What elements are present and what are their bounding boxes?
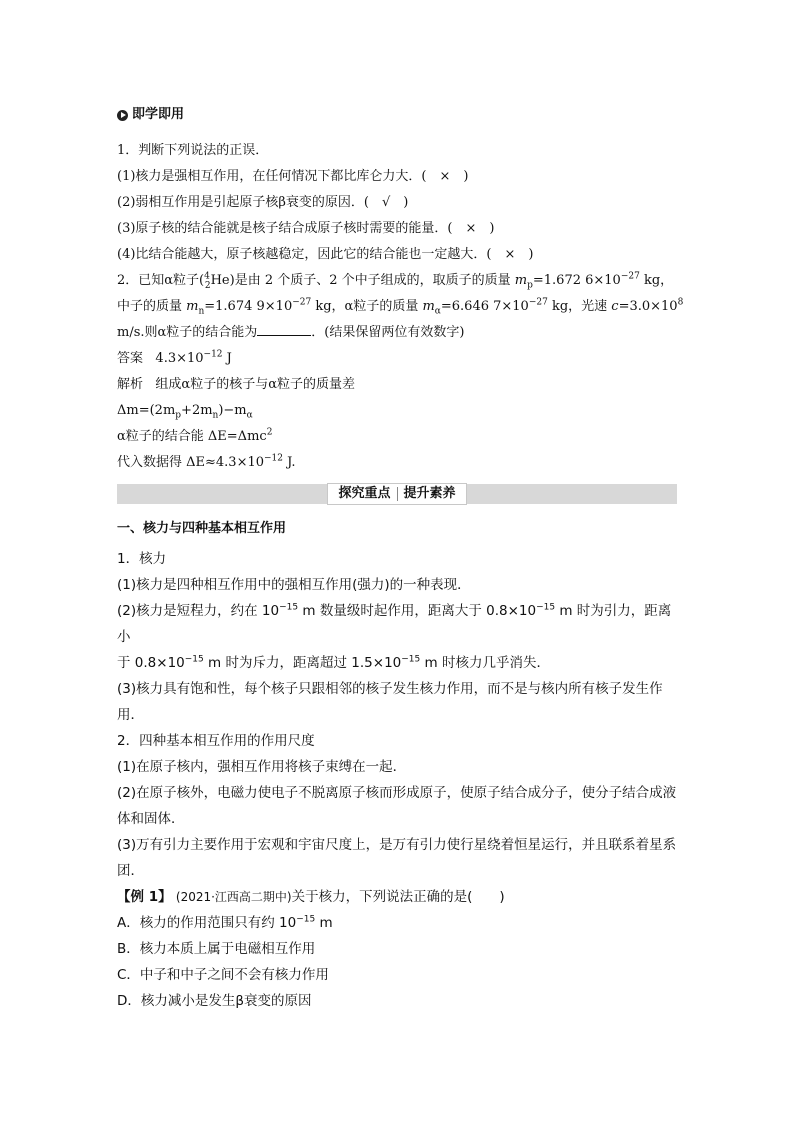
banner-left-label: 探究重点 <box>338 486 391 501</box>
question-stem: 1．判断下列说法的正误． <box>117 143 269 158</box>
judge-item-2: (2)弱相互作用是引起原子核β衰变的原因．( √ ) <box>117 195 409 210</box>
section-banner <box>117 484 677 504</box>
equation-3: 代入数据得 $\Delta E\approx 4.3\times 10^{-12}$ J. <box>117 453 296 470</box>
question-2-line-3: m/s.则α粒子的结合能为 ．(结果保留两位有效数字) <box>117 320 677 346</box>
option-b: B．核力本质上属于电磁相互作用 <box>117 941 316 957</box>
equation-1: $\Delta m=(2m_p+2m_n)-m_\alpha$ <box>117 403 253 421</box>
paragraph-3: (3)核力具有饱和性，每个核子只跟相邻的核子发生核力作用，而不是与核内所有核子发生作用． <box>117 681 663 723</box>
judge-item-3: (3)原子核的结合能就是核子结合成原子核时需要的能量．( × ) <box>117 221 495 236</box>
option-c: C．中子和中子之间不会有核力作用 <box>117 967 329 983</box>
paragraph-6: (3)万有引力主要作用于宏观和宇宙尺度上，是万有引力使行星绕着恒星运行，并且联系着星系团． <box>117 837 677 879</box>
equation-2: α粒子的结合能 ΔE=Δmc$^2$ <box>117 427 273 444</box>
answer-line: 答案 $4.3\times 10^{-12}$ J <box>117 349 232 366</box>
question-2-line-2: 中子的质量 $m_n=1.674$ $9\times 10^{-27}$ kg，α粒子的质量 $m_\alpha=6.646$ $7\times 10^{-27}$ kg，光速 $c=3.0\times 10^8$ <box>117 297 684 317</box>
question-2-line-1: 2．已知α粒子($^4_2$He)是由 2 个质子、2 个中子组成的，取质子的质量 $m_p=1.672$ $6\times 10^{-27}$ kg， <box>117 271 674 291</box>
option-d: D．核力减小是发生β衰变的原因 <box>117 993 312 1009</box>
banner-box <box>327 483 466 505</box>
paragraph-5: (2)在原子核外，电磁力使电子不脱离原子核而形成原子，使原子结合成分子，使分子结合成液体和固体． <box>117 785 677 827</box>
part-title: 一、核力与四种基本相互作用 <box>117 521 287 536</box>
answer-blank <box>257 321 311 336</box>
judge-item-4: (4)比结合能越大，原子核越稳定，因此它的结合能也一定越大．( × ) <box>117 247 534 262</box>
subheading-2: 2．四种基本相互作用的作用尺度 <box>117 733 315 749</box>
example-label: 【例 1】 <box>117 889 172 905</box>
section-title: 即学即用 <box>132 107 185 122</box>
page-content <box>117 100 684 1014</box>
banner-right-label: 提升素养 <box>403 486 456 501</box>
option-a: A．核力的作用范围只有约 $10^{-15}$ m <box>117 914 333 931</box>
subheading-1: 1．核力 <box>117 551 167 567</box>
judge-item-1: (1)核力是强相互作用，在任何情况下都比库仑力大．( × ) <box>117 169 469 184</box>
example-stem: 【例 1】 (2021·江西高二期中)关于核力，下列说法正确的是( ) <box>117 889 505 905</box>
paragraph-4: (1)在原子核内，强相互作用将核子束缚在一起． <box>117 759 407 775</box>
paragraph-2: (2)核力是短程力，约在 $10^{-15}$ m 数量级时起作用，距离大于 $0.8\times 10^{-15}$ m 时为引力，距离小 于 $0.8\times 10^{-15}$ m 时为斥力，距离超过 $1.5\times 10^{-15}$ m 时核力几乎消失． <box>117 602 672 671</box>
example-source: (2021·江西高二期中) <box>175 890 292 904</box>
section-header <box>117 102 677 128</box>
analysis-line: 解析 组成α粒子的核子与α粒子的质量差 <box>117 377 355 392</box>
play-circle-icon <box>117 110 128 121</box>
paragraph-1: (1)核力是四种相互作用中的强相互作用(强力)的一种表现． <box>117 577 471 593</box>
